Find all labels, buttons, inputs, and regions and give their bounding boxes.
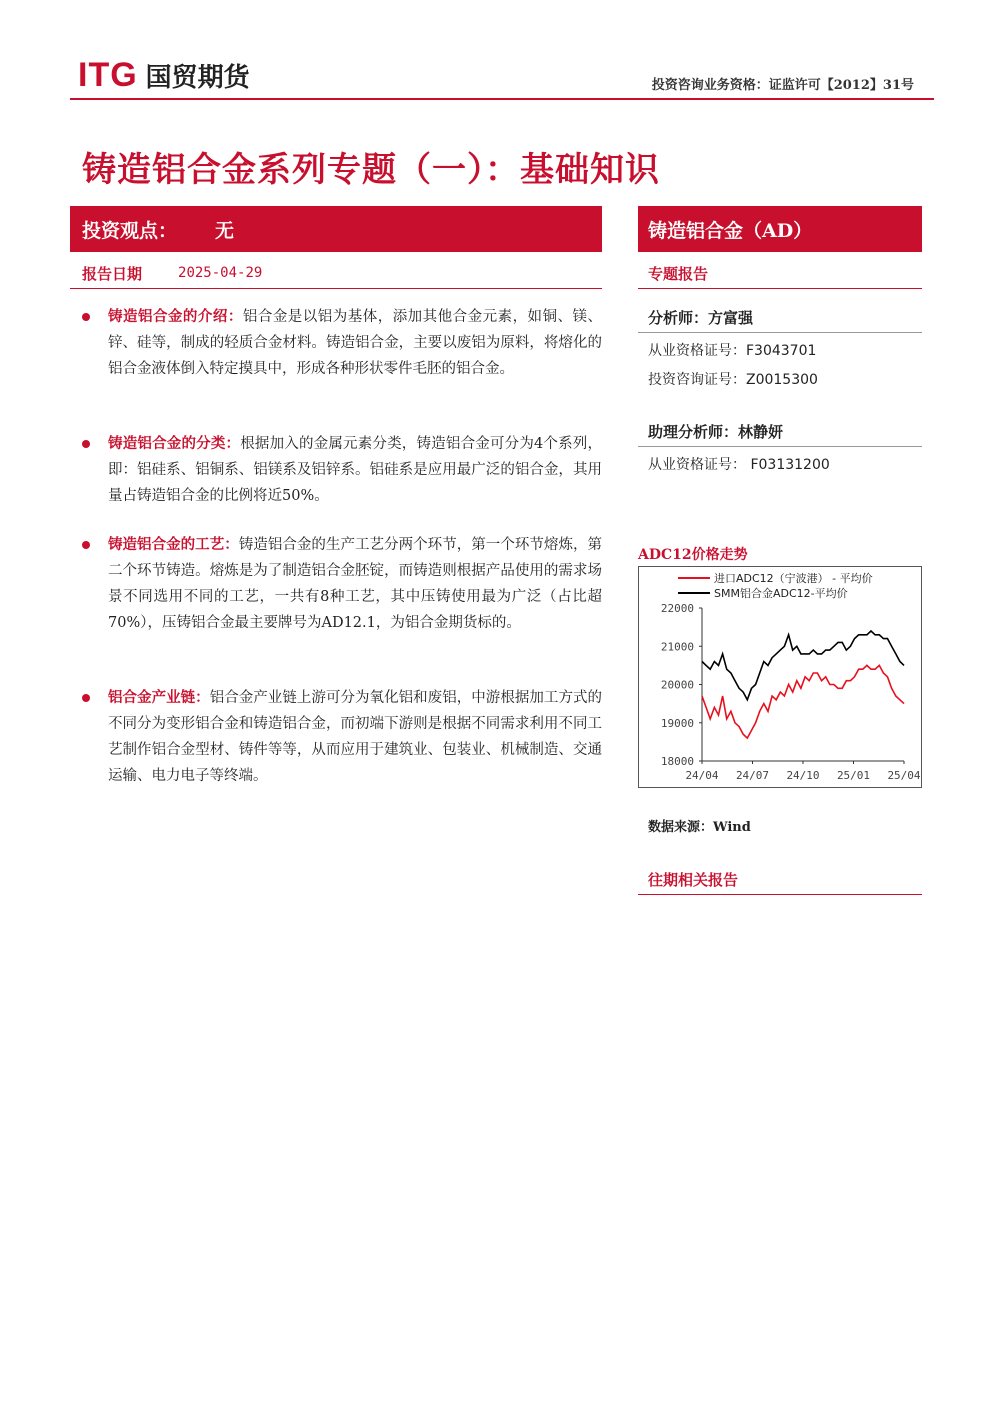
related-reports-row [638, 864, 922, 895]
data-source: 数据来源：Wind [648, 820, 751, 835]
bullet-heading: 铸造铝合金的工艺： [108, 536, 239, 553]
y-tick-label: 19000 [660, 716, 694, 730]
bullet-industry-chain [82, 685, 602, 789]
y-tick-label: 21000 [660, 640, 694, 654]
investment-view-label: 投资观点： [82, 219, 178, 242]
y-tick-label: 20000 [660, 678, 694, 692]
assistant-row [638, 416, 922, 447]
bullet-heading: 铝合金产业链： [108, 689, 210, 706]
bullet-text: 铸造铝合金的生产工艺分两个环节，第一个环节熔炼，第二个环节铸造。熔炼是为了制造铝合金胚锭，而铸造则根据产品使用的需求场景不同选用不同的工艺，一共有8种工艺，其中压铸使用最为广泛（占比超70%），压铸铝合金最主要牌号为AD12.1，为铝合金期货标的。 [108, 537, 603, 631]
report-type: 专题报告 [648, 264, 709, 283]
x-tick-label: 24/07 [735, 769, 770, 782]
assistant-name: 助理分析师：林静妍 [648, 422, 784, 441]
x-tick-label: 24/04 [685, 769, 719, 782]
report-date-row [70, 258, 602, 289]
sidebar-title: 铸造铝合金（AD） [648, 219, 813, 242]
bullet-process [82, 532, 602, 636]
price-chart [638, 566, 922, 788]
bullet-dot-icon [82, 440, 90, 448]
y-tick-label: 18000 [660, 755, 694, 768]
bullet-text: 铝合金是以铝为基体，添加其他合金元素，如铜、镁、锌、硅等，制成的轻质合金材料。铸造铝合金，主要以废铝为原料，将熔化的铝合金液体倒入特定摸具中，形成各种形状零件毛胚的铝合金。 [108, 309, 602, 377]
legend-label: 进口ADC12（宁波港） - 平均价 [714, 572, 873, 585]
investment-view-bar [70, 206, 602, 252]
bullet-classification [82, 431, 602, 509]
analyst-cert-1: 从业资格证号：F3043701 [648, 343, 817, 359]
bullet-dot-icon [82, 694, 90, 702]
bullet-text: 根据加入的金属元素分类，铸造铝合金可分为4个系列，即：铝硅系、铝铜系、铝镁系及铝锌系。铝硅系是应用最广泛的铝合金，其用量占铸造铝合金的比例将近50%。 [108, 436, 602, 504]
chart-title: ADC12价格走势 [638, 547, 748, 563]
bullet-dot-icon [82, 541, 90, 549]
assistant-cert: 从业资格证号： F03131200 [648, 457, 830, 473]
series-line [702, 631, 904, 700]
report-date-label: 报告日期 [82, 264, 143, 283]
report-type-row [638, 258, 922, 289]
report-date-value: 2025-04-29 [178, 265, 263, 281]
analyst-row [638, 302, 922, 333]
report-title: 铸造铝合金系列专题（一）：基础知识 [82, 150, 660, 190]
logo-mark: ITG [78, 55, 138, 94]
bullet-heading: 铸造铝合金的介绍： [108, 308, 243, 325]
legend-label: SMM铝合金ADC12-平均价 [714, 587, 848, 600]
related-reports-heading: 往期相关报告 [648, 870, 739, 889]
x-tick-label: 25/01 [836, 769, 871, 782]
investment-view-value: 无 [215, 219, 235, 242]
sidebar-title-bar [638, 206, 922, 252]
y-tick-label: 22000 [660, 602, 694, 615]
header-rule [70, 98, 934, 100]
bullet-text: 铝合金产业链上游可分为氧化铝和废铝，中游根据加工方式的不同分为变形铝合金和铸造铝合金，而初端下游则是根据不同需求利用不同工艺制作铝合金型材、铸件等等，从而应用于建筑业、包装业、机械制造、交通运输、电力电子等终端。 [108, 690, 603, 784]
x-tick-label: 25/04 [887, 769, 921, 782]
x-tick-label: 24/10 [786, 769, 820, 782]
bullet-dot-icon [82, 313, 90, 321]
analyst-name: 分析师：方富强 [648, 308, 754, 327]
company-logo [78, 56, 250, 94]
bullet-introduction [82, 304, 602, 382]
analyst-cert-2: 投资咨询证号：Z0015300 [648, 372, 818, 388]
bullet-heading: 铸造铝合金的分类： [108, 435, 241, 452]
logo-company-name: 国贸期货 [145, 62, 250, 93]
license-text: 投资咨询业务资格：证监许可【2012】31号 [651, 78, 914, 93]
